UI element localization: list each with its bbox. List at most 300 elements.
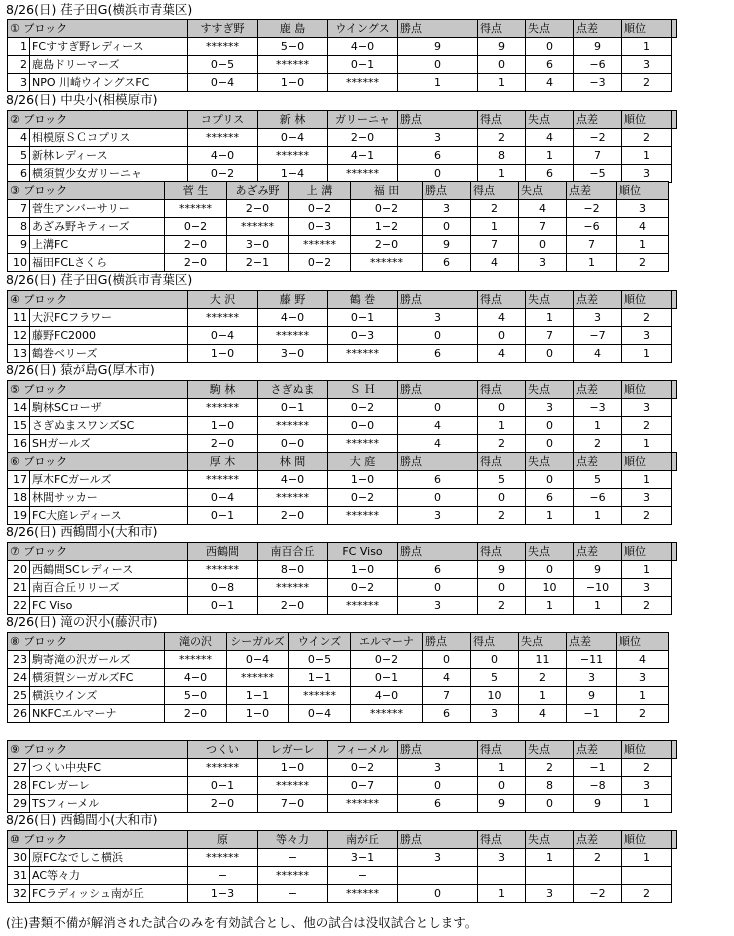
team-name: FC大庭レディース xyxy=(30,507,188,525)
opponent-header: つくい xyxy=(188,741,258,759)
team-number: 20 xyxy=(8,561,30,579)
stat-header: 失点 xyxy=(526,20,574,38)
stat-cell: 6 xyxy=(423,254,471,272)
stat-cell: −2 xyxy=(574,885,622,903)
stat-cell: 1 xyxy=(622,147,672,165)
standings-table xyxy=(7,181,669,272)
team-number: 14 xyxy=(8,399,30,417)
section-heading-7: 8/26(日) 西鶴間小(大和市) xyxy=(6,812,158,827)
match-result: 3−1 xyxy=(328,849,398,867)
stat-header xyxy=(672,381,677,399)
stat-cell: 4 xyxy=(519,705,567,723)
match-result: 0−2 xyxy=(328,489,398,507)
team-name: あざみ野キティーズ xyxy=(30,218,165,236)
table-row xyxy=(8,345,677,363)
stat-cell: 0 xyxy=(423,651,471,669)
match-result: ****** xyxy=(328,885,398,903)
stat-cell: −1 xyxy=(574,759,622,777)
stat-header: 点差 xyxy=(567,633,617,651)
match-result: ****** xyxy=(188,561,258,579)
opponent-header: FC Viso xyxy=(328,543,398,561)
stat-cell: 0 xyxy=(526,471,574,489)
stat-cell: 0 xyxy=(398,777,478,795)
match-result: ****** xyxy=(328,345,398,363)
team-number: 29 xyxy=(8,795,30,813)
opponent-header: 西鶴間 xyxy=(188,543,258,561)
stat-cell: 9 xyxy=(574,38,622,56)
match-result: ****** xyxy=(258,327,328,345)
stat-header: 得点 xyxy=(478,543,526,561)
opponent-header: 鶴 巻 xyxy=(328,291,398,309)
match-result: 2−0 xyxy=(165,254,227,272)
opponent-header: レガーレ xyxy=(258,741,328,759)
match-result: 0−4 xyxy=(188,74,258,92)
match-result: 1−1 xyxy=(227,687,289,705)
team-number: 22 xyxy=(8,597,30,615)
match-result: ****** xyxy=(328,74,398,92)
stat-cell: 0 xyxy=(398,489,478,507)
team-name: AC等々力 xyxy=(30,867,188,885)
stat-cell: 1 xyxy=(567,254,617,272)
team-number: 7 xyxy=(8,200,30,218)
match-result: ****** xyxy=(227,669,289,687)
match-result: ****** xyxy=(328,507,398,525)
stat-cell: 9 xyxy=(574,561,622,579)
stat-cell: 3 xyxy=(622,399,672,417)
stat-cell: 0 xyxy=(478,777,526,795)
stat-cell: 0 xyxy=(423,218,471,236)
standings-table xyxy=(7,452,677,525)
stat-cell: 1 xyxy=(622,471,672,489)
opponent-header: ウインズ xyxy=(289,633,351,651)
stat-cell: 2 xyxy=(574,435,622,453)
stat-cell xyxy=(622,867,672,885)
stat-cell: 3 xyxy=(478,849,526,867)
team-name: 原FCなでしこ横浜 xyxy=(30,849,188,867)
team-number: 26 xyxy=(8,705,30,723)
match-result: ****** xyxy=(188,471,258,489)
team-number: 8 xyxy=(8,218,30,236)
stat-cell: 3 xyxy=(423,200,471,218)
team-name: NPO 川崎ウイングスFC xyxy=(30,74,188,92)
team-number: 4 xyxy=(8,129,30,147)
match-result: 7−0 xyxy=(258,795,328,813)
table-row xyxy=(8,56,677,74)
opponent-header: 大 沢 xyxy=(188,291,258,309)
stat-cell: 1 xyxy=(574,507,622,525)
stat-header: 点差 xyxy=(574,453,622,471)
block-name-header: ④ ブロック xyxy=(8,291,188,309)
stat-cell: 10 xyxy=(471,687,519,705)
match-result: 1−0 xyxy=(258,74,328,92)
match-result: 2−0 xyxy=(165,705,227,723)
stat-cell: 3 xyxy=(519,254,567,272)
match-result: ****** xyxy=(258,489,328,507)
stat-cell: 3 xyxy=(622,489,672,507)
table-row xyxy=(8,254,669,272)
stat-cell: 1 xyxy=(478,417,526,435)
team-name: 菅生アンバーサリー xyxy=(30,200,165,218)
stat-cell: 3 xyxy=(526,885,574,903)
stat-header: 勝点 xyxy=(398,543,478,561)
stat-cell: 3 xyxy=(398,309,478,327)
opponent-header: すすぎ野 xyxy=(188,20,258,38)
stat-header: 順位 xyxy=(622,291,672,309)
stat-cell: 1 xyxy=(478,165,526,183)
opponent-header: あざみ野 xyxy=(227,182,289,200)
table-row xyxy=(8,165,677,183)
match-result: ****** xyxy=(188,38,258,56)
match-result: − xyxy=(188,867,258,885)
match-result: 0−4 xyxy=(289,705,351,723)
stat-cell: 0 xyxy=(478,489,526,507)
stat-cell: 1 xyxy=(526,849,574,867)
team-number: 21 xyxy=(8,579,30,597)
team-name: FCラディッシュ南が丘 xyxy=(30,885,188,903)
stat-cell: 1 xyxy=(617,687,669,705)
stat-cell: 3 xyxy=(622,327,672,345)
stat-header: 得点 xyxy=(478,741,526,759)
table-row xyxy=(8,759,677,777)
team-name: 林間サッカー xyxy=(30,489,188,507)
stat-cell: 3 xyxy=(398,849,478,867)
match-result: ****** xyxy=(188,849,258,867)
match-result: 3−0 xyxy=(258,345,328,363)
stat-cell: 2 xyxy=(622,759,672,777)
opponent-header: 大 庭 xyxy=(328,453,398,471)
stat-cell: 3 xyxy=(398,129,478,147)
match-result: 1−4 xyxy=(258,165,328,183)
stat-cell: 6 xyxy=(398,345,478,363)
stat-header: 得点 xyxy=(478,831,526,849)
match-result: ****** xyxy=(258,417,328,435)
stat-cell: 4 xyxy=(519,200,567,218)
stat-header: 得点 xyxy=(478,111,526,129)
match-result: 1−0 xyxy=(188,417,258,435)
match-result: 0−2 xyxy=(165,218,227,236)
table-header-row xyxy=(8,20,677,38)
team-number: 10 xyxy=(8,254,30,272)
match-result: 2−0 xyxy=(328,129,398,147)
stat-header: 点差 xyxy=(574,20,622,38)
stat-cell: 1 xyxy=(574,417,622,435)
team-name: 鶴巻ベリーズ xyxy=(30,345,188,363)
match-result: − xyxy=(328,867,398,885)
team-name: 横須賀シーガルズFC xyxy=(30,669,165,687)
stat-cell: 2 xyxy=(622,74,672,92)
stat-cell: 0 xyxy=(471,651,519,669)
team-number: 3 xyxy=(8,74,30,92)
standings-table xyxy=(7,110,677,183)
block-name-header: ⑦ ブロック xyxy=(8,543,188,561)
stat-cell: 1 xyxy=(478,759,526,777)
table-row xyxy=(8,489,677,507)
table-row xyxy=(8,687,669,705)
match-result: ****** xyxy=(227,218,289,236)
stat-cell: 1 xyxy=(471,218,519,236)
stat-header xyxy=(672,111,677,129)
stat-cell: 0 xyxy=(526,417,574,435)
stat-cell: 4 xyxy=(423,669,471,687)
stat-cell xyxy=(526,867,574,885)
team-number: 31 xyxy=(8,867,30,885)
stat-header: 点差 xyxy=(574,831,622,849)
match-result: ****** xyxy=(328,597,398,615)
stat-cell: 2 xyxy=(526,759,574,777)
team-name: 厚木FCガールズ xyxy=(30,471,188,489)
match-result: 0−1 xyxy=(351,669,423,687)
opponent-header: Ｓ Ｈ xyxy=(328,381,398,399)
stat-cell: 2 xyxy=(478,507,526,525)
stat-cell: 7 xyxy=(519,218,567,236)
stat-cell: 3 xyxy=(471,705,519,723)
team-name: つくい中央FC xyxy=(30,759,188,777)
table-header-row xyxy=(8,381,677,399)
stat-header: 勝点 xyxy=(398,741,478,759)
standings-table xyxy=(7,542,677,615)
team-name: 鹿島ドリーマーズ xyxy=(30,56,188,74)
stat-cell: 3 xyxy=(398,507,478,525)
stat-header xyxy=(672,543,677,561)
stat-header: 順位 xyxy=(617,633,669,651)
stat-header: 勝点 xyxy=(398,831,478,849)
stat-header: 失点 xyxy=(526,381,574,399)
match-result: 1−1 xyxy=(289,669,351,687)
team-name: FCすすぎ野レディース xyxy=(30,38,188,56)
table-row xyxy=(8,597,677,615)
stat-cell: −5 xyxy=(574,165,622,183)
match-result: ****** xyxy=(165,200,227,218)
stat-cell: 1 xyxy=(622,849,672,867)
table-row xyxy=(8,399,677,417)
team-name: 南百合丘リリーズ xyxy=(30,579,188,597)
match-result: 4−1 xyxy=(328,147,398,165)
match-result: ****** xyxy=(328,165,398,183)
stat-header: 順位 xyxy=(622,741,672,759)
block-name-header: ③ ブロック xyxy=(8,182,165,200)
match-result: 0−0 xyxy=(258,435,328,453)
match-result: ****** xyxy=(289,236,351,254)
stat-cell: 1 xyxy=(526,309,574,327)
team-number: 25 xyxy=(8,687,30,705)
table-row xyxy=(8,669,669,687)
table-row xyxy=(8,795,677,813)
match-result: 0−2 xyxy=(289,254,351,272)
opponent-header: 菅 生 xyxy=(165,182,227,200)
stat-cell: 1 xyxy=(622,345,672,363)
stat-cell: 2 xyxy=(478,435,526,453)
match-result: ****** xyxy=(188,309,258,327)
stat-cell: 6 xyxy=(398,795,478,813)
stat-cell: −11 xyxy=(567,651,617,669)
stat-cell: 3 xyxy=(398,759,478,777)
stat-cell: 6 xyxy=(398,471,478,489)
match-result: 4−0 xyxy=(258,471,328,489)
stat-header: 点差 xyxy=(574,741,622,759)
stat-header: 点差 xyxy=(567,182,617,200)
section-heading-4: 8/26(日) 猿が島G(厚木市) xyxy=(6,362,155,377)
stat-cell: −6 xyxy=(574,489,622,507)
stat-cell: 8 xyxy=(478,147,526,165)
stat-cell: 1 xyxy=(622,435,672,453)
stat-cell: 2 xyxy=(478,129,526,147)
stat-cell: 7 xyxy=(567,236,617,254)
stat-header: 得点 xyxy=(478,20,526,38)
table-row xyxy=(8,327,677,345)
stat-header: 失点 xyxy=(519,633,567,651)
stat-header xyxy=(672,741,677,759)
stat-cell: 2 xyxy=(478,597,526,615)
stat-cell: 1 xyxy=(519,687,567,705)
stat-cell: 9 xyxy=(423,236,471,254)
section-heading-5: 8/26(日) 西鶴間小(大和市) xyxy=(6,524,158,539)
standings-table xyxy=(7,830,677,903)
stat-cell: −6 xyxy=(567,218,617,236)
table-row xyxy=(8,38,677,56)
stat-cell: 1 xyxy=(478,74,526,92)
table-row xyxy=(8,777,677,795)
stat-cell: 2 xyxy=(622,597,672,615)
team-name: 西鶴間SCレディース xyxy=(30,561,188,579)
match-result: 0−2 xyxy=(289,200,351,218)
stat-header xyxy=(672,831,677,849)
stat-cell: 0 xyxy=(398,579,478,597)
match-result: 0−1 xyxy=(328,309,398,327)
table-row xyxy=(8,849,677,867)
match-result: ****** xyxy=(289,687,351,705)
stat-header: 順位 xyxy=(622,453,672,471)
team-name: 福田FCLさくら xyxy=(30,254,165,272)
table-row xyxy=(8,651,669,669)
team-number: 1 xyxy=(8,38,30,56)
team-number: 28 xyxy=(8,777,30,795)
match-result: 1−0 xyxy=(227,705,289,723)
team-number: 27 xyxy=(8,759,30,777)
stat-header: 失点 xyxy=(526,543,574,561)
team-name: 新林レディース xyxy=(30,147,188,165)
section-heading-2: 8/26(日) 中央小(相模原市) xyxy=(6,92,158,107)
stat-cell: 6 xyxy=(526,165,574,183)
stat-cell xyxy=(478,867,526,885)
stat-cell: 2 xyxy=(617,705,669,723)
stat-header: 失点 xyxy=(526,111,574,129)
stat-cell: 7 xyxy=(526,327,574,345)
stat-cell: 8 xyxy=(526,777,574,795)
opponent-header: 南が丘 xyxy=(328,831,398,849)
stat-header: 順位 xyxy=(622,381,672,399)
table-header-row xyxy=(8,111,677,129)
match-result: ****** xyxy=(328,795,398,813)
stat-cell: 2 xyxy=(617,254,669,272)
match-result: 0−4 xyxy=(227,651,289,669)
stat-cell: 1 xyxy=(478,885,526,903)
stat-header: 得点 xyxy=(478,381,526,399)
match-result: 0−1 xyxy=(188,777,258,795)
stat-header: 勝点 xyxy=(423,182,471,200)
table-row xyxy=(8,435,677,453)
match-result: 4−0 xyxy=(328,38,398,56)
team-name: 横浜ウインズ xyxy=(30,687,165,705)
stat-header: 点差 xyxy=(574,381,622,399)
opponent-header: 等々力 xyxy=(258,831,328,849)
team-name: さぎぬまスワンズSC xyxy=(30,417,188,435)
stat-cell: 0 xyxy=(478,399,526,417)
match-result: 0−1 xyxy=(188,507,258,525)
match-result: 0−2 xyxy=(188,165,258,183)
stat-cell: 0 xyxy=(398,56,478,74)
stat-cell: 1 xyxy=(526,597,574,615)
match-result: 2−0 xyxy=(227,200,289,218)
stat-cell: 2 xyxy=(519,669,567,687)
match-result: 0−4 xyxy=(258,129,328,147)
match-result: 0−5 xyxy=(289,651,351,669)
table-header-row xyxy=(8,291,677,309)
match-result: 4−0 xyxy=(165,669,227,687)
table-header-row xyxy=(8,633,669,651)
stat-cell: 4 xyxy=(617,651,669,669)
opponent-header: 福 田 xyxy=(351,182,423,200)
table-row xyxy=(8,885,677,903)
stat-cell: 3 xyxy=(567,669,617,687)
team-number: 12 xyxy=(8,327,30,345)
standings-table xyxy=(7,740,677,813)
stat-header: 失点 xyxy=(526,453,574,471)
match-result: 0−1 xyxy=(188,597,258,615)
stat-header: 失点 xyxy=(526,741,574,759)
table-row xyxy=(8,200,669,218)
stat-cell: 3 xyxy=(574,309,622,327)
stat-header: 順位 xyxy=(622,111,672,129)
block-name-header: ② ブロック xyxy=(8,111,188,129)
table-row xyxy=(8,471,677,489)
stat-cell: 0 xyxy=(526,795,574,813)
stat-cell: −3 xyxy=(574,74,622,92)
stat-cell: 0 xyxy=(526,38,574,56)
stat-cell: 4 xyxy=(526,129,574,147)
match-result: 0−4 xyxy=(188,327,258,345)
opponent-header: コプリス xyxy=(188,111,258,129)
table-row xyxy=(8,507,677,525)
match-result: ****** xyxy=(188,759,258,777)
stat-cell: 1 xyxy=(526,147,574,165)
match-result: 2−0 xyxy=(188,795,258,813)
stat-cell: 6 xyxy=(423,705,471,723)
stat-cell: 9 xyxy=(478,795,526,813)
standings-table xyxy=(7,380,677,453)
stat-cell: 0 xyxy=(398,885,478,903)
match-result: − xyxy=(258,849,328,867)
match-result: 5−0 xyxy=(165,687,227,705)
stat-header: 勝点 xyxy=(398,381,478,399)
stat-header: 失点 xyxy=(526,291,574,309)
stat-cell: 5 xyxy=(471,669,519,687)
match-result: ****** xyxy=(351,254,423,272)
opponent-header: ウイングス xyxy=(328,20,398,38)
standings-table xyxy=(7,19,677,92)
opponent-header: フィーメル xyxy=(328,741,398,759)
section-heading-3: 8/26(日) 荏子田G(横浜市青葉区) xyxy=(6,272,193,287)
team-name: 横須賀少女ガリーニャ xyxy=(30,165,188,183)
team-number: 11 xyxy=(8,309,30,327)
team-name: 駒寄滝の沢ガールズ xyxy=(30,651,165,669)
match-result: 1−0 xyxy=(258,759,328,777)
match-result: 3−0 xyxy=(227,236,289,254)
stat-cell: 0 xyxy=(526,561,574,579)
stat-cell: 7 xyxy=(471,236,519,254)
match-result: − xyxy=(258,885,328,903)
opponent-header: シーガルズ xyxy=(227,633,289,651)
match-result: 2−1 xyxy=(227,254,289,272)
